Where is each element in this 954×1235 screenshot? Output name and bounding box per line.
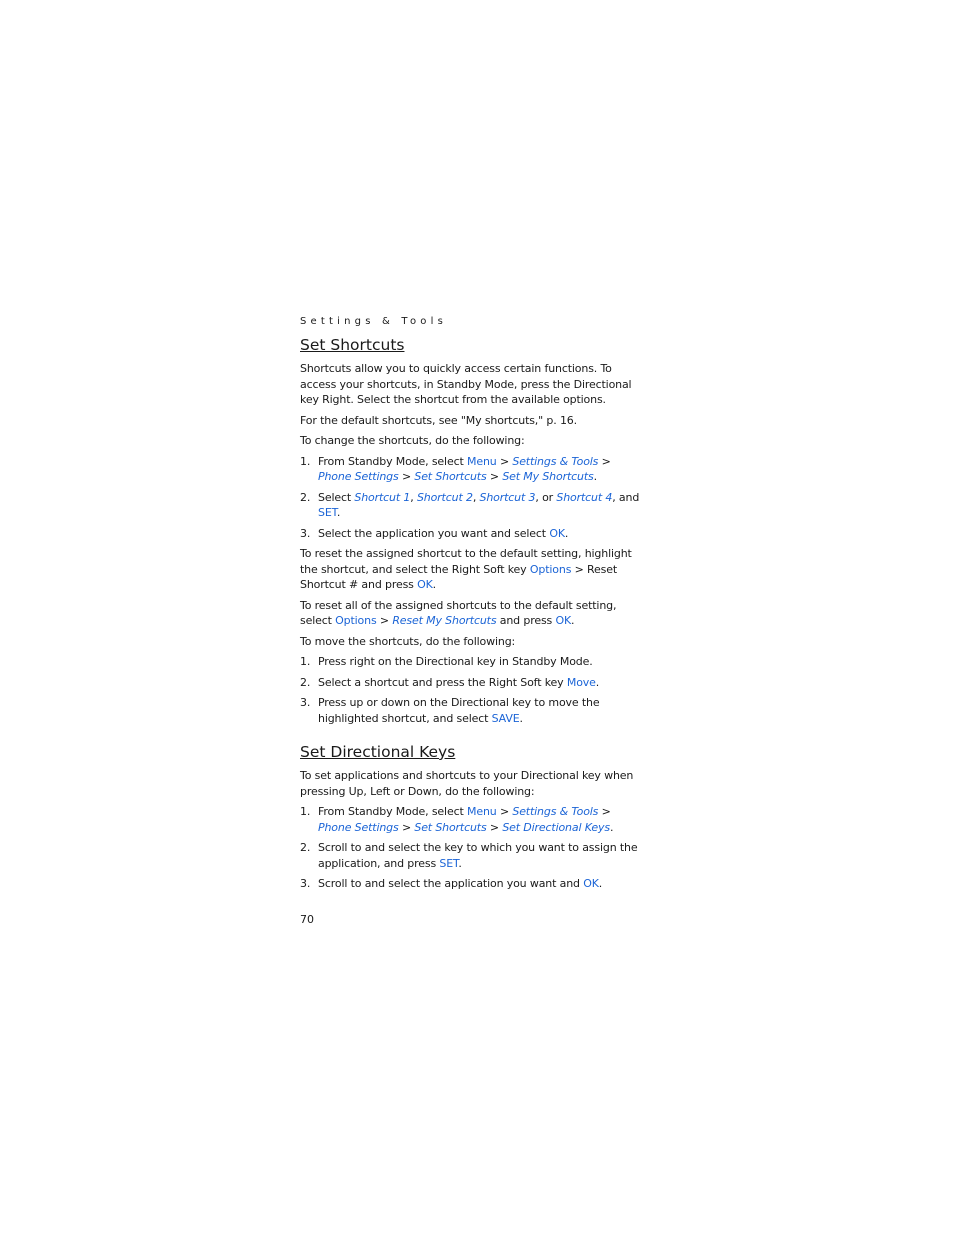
step-text: Select [318, 490, 355, 504]
separator: > [496, 454, 513, 468]
separator: > [598, 454, 611, 468]
shortcut-2-option: Shortcut 2 [416, 490, 473, 504]
move-shortcuts-lead: To move the shortcuts, do the following: [300, 634, 516, 648]
paragraph-text: To reset all of the assigned shortcuts to the default setting, select [300, 598, 617, 627]
list-item [300, 695, 645, 726]
separator: > [398, 470, 415, 483]
phone-settings-option: Phone Settings [318, 820, 399, 834]
section-title-set-directional-keys: Set Directional Keys [300, 743, 456, 761]
step-text: Select the application you want and select [318, 526, 550, 540]
shortcut-1-option: Shortcut 1 [354, 490, 411, 504]
default-shortcuts-reference: For the default shortcuts, see "My shortcuts," p. 16. [300, 413, 577, 427]
ok-key-label: OK [555, 614, 572, 627]
manual-page [300, 316, 645, 926]
list-item [300, 454, 645, 485]
list-item [300, 654, 645, 670]
separator: > [496, 805, 513, 818]
intro-paragraph: Shortcuts allow you to quickly access certain functions. To access your shortcuts, in Standby Mode, press the Directional key Right. Select the shortcut from the available options. [300, 362, 632, 406]
save-key-label: SAVE [491, 711, 520, 725]
separator: , [410, 490, 417, 504]
settings-tools-option: Settings & Tools [512, 454, 599, 468]
set-key-label: SET [439, 856, 459, 870]
step-number: 2. [300, 490, 311, 504]
reset-shortcut-paragraph [300, 546, 645, 593]
settings-tools-option: Settings & Tools [512, 805, 599, 818]
page-number: 70 [300, 912, 314, 926]
step-text: Scroll to and select the application you want and [318, 877, 584, 890]
step-number: 1. [300, 454, 311, 468]
reset-my-shortcuts-option: Reset My Shortcuts [392, 614, 497, 627]
shortcut-4-option: Shortcut 4 [556, 490, 613, 504]
punctuation: . [571, 614, 575, 627]
step-number: 1. [300, 655, 311, 668]
step-text: From Standby Mode, select [318, 454, 467, 468]
punctuation: . [564, 526, 569, 540]
running-header: Settings & Tools [300, 316, 448, 327]
step-text: From Standby Mode, select [318, 805, 467, 818]
separator: , or [535, 490, 557, 504]
separator: > [376, 614, 393, 627]
set-shortcuts-option: Set Shortcuts [414, 820, 487, 834]
punctuation: . [595, 675, 600, 689]
list-item [300, 490, 645, 521]
menu-key-label: Menu [466, 454, 497, 468]
change-shortcuts-lead: To change the shortcuts, do the following: [300, 434, 525, 447]
step-number: 2. [300, 841, 311, 854]
separator: > [486, 470, 503, 483]
ok-key-label: OK [549, 526, 565, 540]
step-number: 1. [300, 805, 311, 818]
move-shortcuts-steps [300, 654, 645, 726]
list-item [300, 804, 645, 835]
list-item [300, 840, 645, 871]
directional-intro-paragraph: To set applications and shortcuts to your Directional key when pressing Up, Left or Down, do the following: [300, 769, 634, 798]
shortcut-3-option: Shortcut 3 [479, 490, 536, 504]
change-shortcuts-steps [300, 454, 645, 542]
step-number: 3. [300, 526, 311, 540]
step-text: Scroll to and select the key to which you want to assign the application, and press [318, 841, 638, 870]
section-title-set-shortcuts: Set Shortcuts [300, 336, 405, 354]
separator: , and [612, 490, 640, 504]
separator: > [486, 820, 503, 834]
set-key-label: SET [318, 506, 337, 519]
separator: > [398, 820, 415, 834]
paragraph-text: and press [496, 614, 556, 627]
step-number: 2. [300, 675, 311, 689]
move-key-label: Move [566, 675, 596, 689]
set-shortcuts-option: Set Shortcuts [414, 470, 487, 483]
separator: > [598, 805, 611, 818]
reset-all-paragraph [300, 598, 645, 629]
step-text: Select a shortcut and press the Right Soft key [318, 675, 567, 689]
list-item [300, 876, 645, 892]
paragraph-text: To reset the assigned shortcut to the default setting, highlight the shortcut, and select the Right Soft key [300, 547, 632, 576]
paragraph-text: > Reset Shortcut # and press [300, 562, 618, 591]
set-directional-keys-option: Set Directional Keys [502, 820, 610, 834]
step-text: Press up or down on the Directional key to move the highlighted shortcut, and select [318, 696, 600, 725]
phone-settings-option: Phone Settings [318, 470, 399, 483]
options-key-label: Options [529, 562, 572, 576]
ok-key-label: OK [417, 578, 433, 591]
step-text: Press right on the Directional key in Standby Mode. [318, 655, 593, 668]
step-number: 3. [300, 877, 311, 890]
punctuation: . [593, 470, 597, 483]
set-my-shortcuts-option: Set My Shortcuts [502, 470, 594, 483]
menu-key-label: Menu [466, 805, 497, 818]
step-number: 3. [300, 696, 311, 709]
punctuation: . [519, 711, 523, 725]
ok-key-label: OK [583, 877, 599, 890]
punctuation: . [336, 506, 341, 519]
punctuation: . [458, 856, 462, 870]
punctuation: . [432, 578, 437, 591]
directional-keys-steps [300, 804, 645, 892]
separator: , [472, 490, 480, 504]
punctuation: . [598, 877, 603, 890]
list-item [300, 526, 645, 542]
list-item [300, 675, 645, 691]
options-key-label: Options [335, 614, 377, 627]
punctuation: . [609, 820, 614, 834]
